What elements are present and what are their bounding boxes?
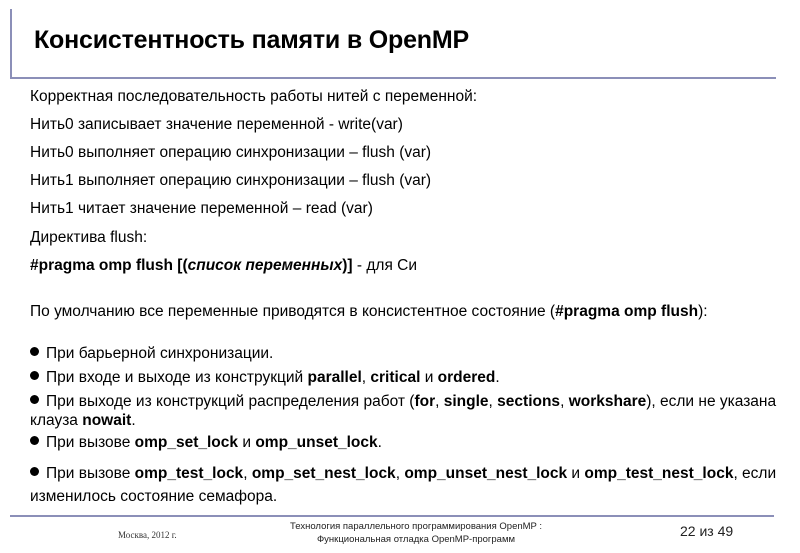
page-number: 22 из 49 [680,523,734,539]
default-tail: ): [698,303,708,320]
text-line-2: Нить0 записывает значение переменной - write(var) [30,116,403,133]
footer-location: Москва, 2012 г. [118,530,177,540]
bullet-item-4 [30,434,382,452]
footer-course-line-1: Технология параллельного программирования OpenMP : [290,521,542,532]
separator: и [238,434,256,451]
footer-course [248,520,584,546]
bullet-text: При вызове [46,434,135,451]
bullet-text: При вызове [46,465,135,482]
footer-course-line-2: Функциональная отладка OpenMP-программ [316,534,516,545]
text-line-4: Нить1 выполняет операцию синхронизации – flush (var) [30,172,432,189]
keyword: for [414,393,436,410]
bullet-icon [30,392,46,411]
pragma-code: #pragma omp flush [30,257,178,274]
pragma-line [30,257,417,275]
text-line-1: Корректная последовательность работы нитей с переменной: [30,88,478,105]
separator: и [420,369,438,386]
bullet-item-5 [30,462,780,508]
default-pragma: #pragma omp flush [555,303,699,320]
keyword: ordered [437,369,496,386]
bullet-icon [30,345,46,363]
bullet-text: При барьерной синхронизации. [46,345,274,362]
keyword: omp_unset_lock [255,434,378,451]
text-line-3: Нить0 выполняет операцию синхронизации – flush (var) [30,144,432,161]
pragma-close: )] [342,257,353,274]
keyword: omp_set_lock [134,434,239,451]
keyword: workshare [568,393,647,410]
bullet-text: ), если не указана клауза [30,393,777,429]
separator: , [560,393,569,410]
separator: , [488,393,498,410]
bullet-icon [30,434,46,452]
keyword: omp_set_nest_lock [251,465,396,482]
keyword: sections [497,393,561,410]
keyword: parallel [307,369,362,386]
keyword: omp_test_nest_lock [584,465,734,482]
bullet-text: При входе и выходе из конструкций [46,369,308,386]
text-line-6: Директива flush: [30,229,148,246]
separator: , [361,369,371,386]
separator: и [567,465,585,482]
bullet-item-2 [30,369,500,387]
keyword: single [443,393,489,410]
pragma-list: список переменных [187,257,343,274]
bullet-icon [30,462,46,485]
slide-title: Консистентность памяти в OpenMP [34,26,469,54]
text-line-5: Нить1 читает значение переменной – read (var) [30,200,373,217]
default-paragraph [30,302,780,321]
separator: . [495,369,500,386]
separator: , [243,465,252,482]
default-text: По умолчанию все переменные приводятся в консистентное состояние ( [30,303,556,320]
pragma-dash: - [352,257,367,274]
bullet-item-1 [30,345,273,363]
separator: , [435,393,444,410]
bullet-text: , если изменилось состояние семафора. [30,465,777,505]
separator: , [395,465,405,482]
keyword: critical [370,369,421,386]
bullet-icon [30,369,46,387]
pragma-lang: для Си [366,257,418,274]
bullet-text: При выходе из конструкций распределения работ ( [46,393,415,410]
bullet-item-3 [30,392,780,430]
keyword: omp_unset_nest_lock [404,465,568,482]
footer-divider [10,515,774,517]
keyword: omp_test_lock [134,465,244,482]
keyword: nowait [82,412,132,429]
separator: . [131,412,136,429]
pragma-open: [( [177,257,188,274]
separator: . [377,434,382,451]
